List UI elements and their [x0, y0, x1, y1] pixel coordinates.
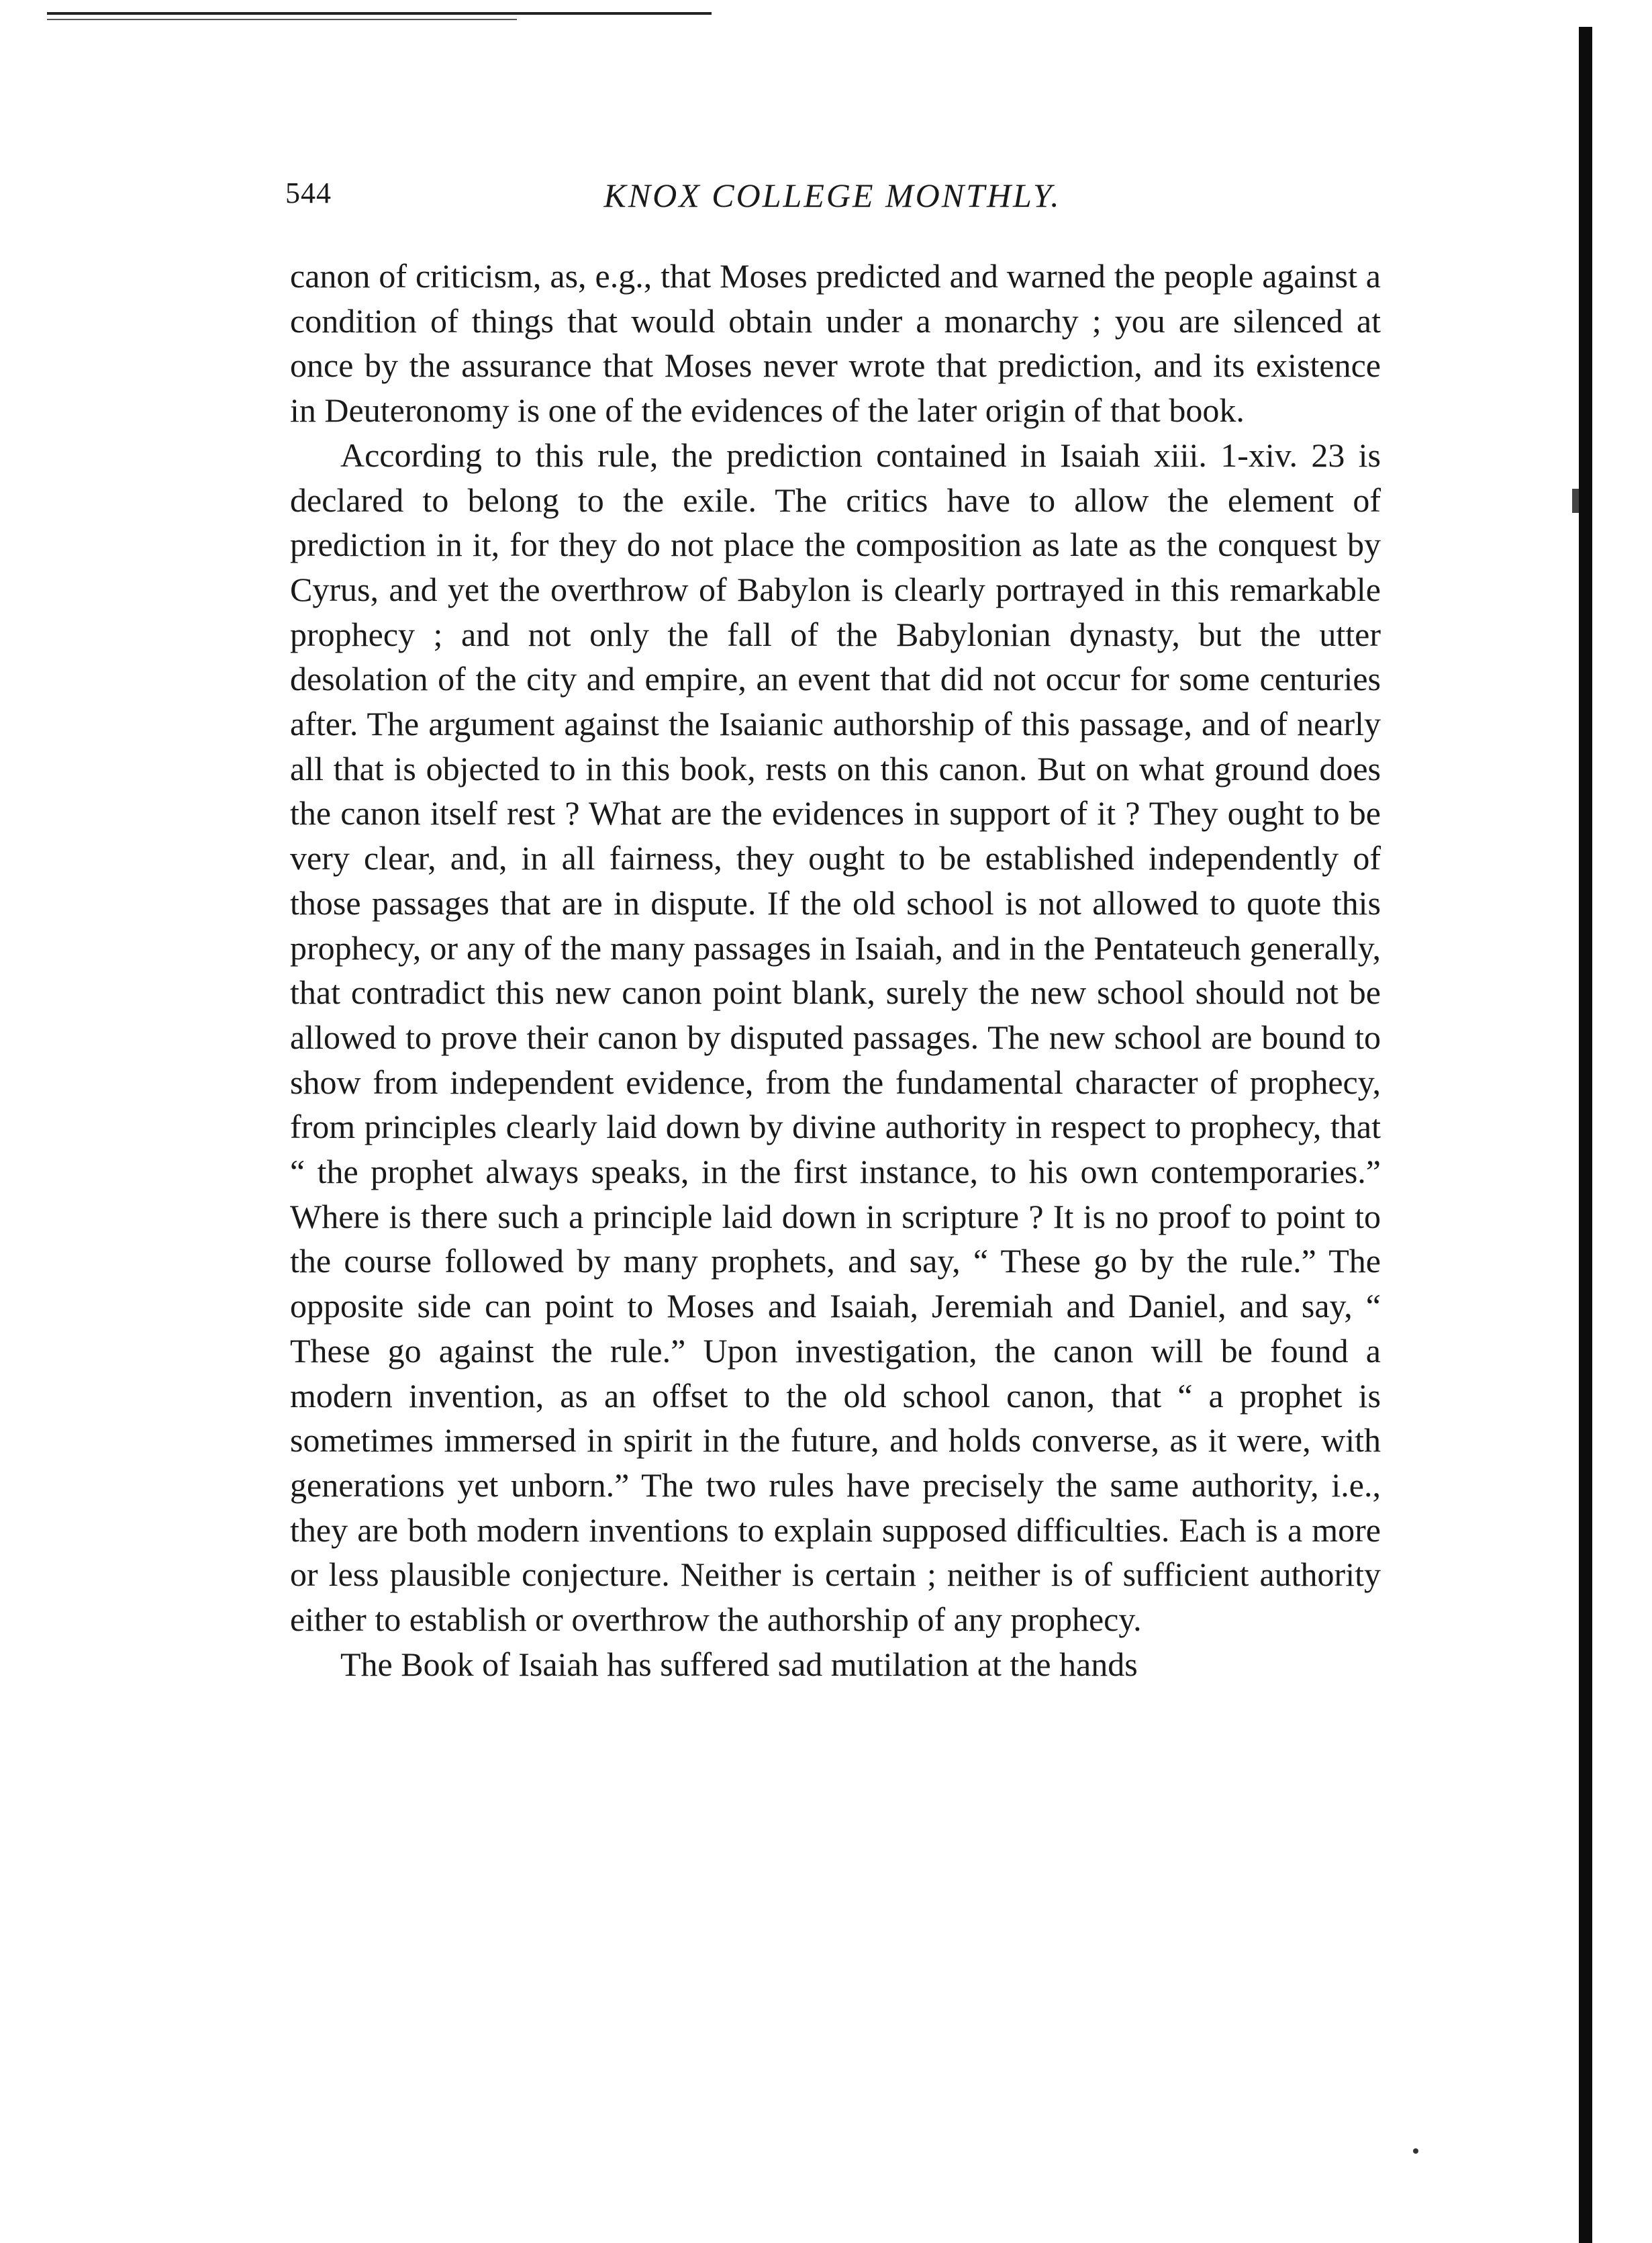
top-rule-secondary — [47, 19, 517, 20]
binding-edge — [1579, 27, 1592, 2243]
page-number: 544 — [285, 177, 332, 209]
paragraph-continued: canon of criticism, as, e.g., that Moses predicted and warned the people against a condition of things that would obtain under a monarchy ; you are silenced at once by the assurance that Moses never wrote that prediction, and its existence in Deuteronomy is one of the evidences of the later origin of that book. — [290, 257, 1381, 430]
ink-speck — [1413, 2148, 1418, 2154]
running-head — [285, 176, 1379, 230]
page-body — [290, 254, 1381, 1687]
paragraph-main: According to this rule, the prediction contained in Isaiah xiii. 1-xiv. 23 is declared to belong to the exile. The critics have to allow the element of prediction in it, for they do not place the composition as late as the conquest by Cyrus, and yet the overthrow of Babylon is clearly portrayed in this remarkable prophecy ; and not only the fall of the Babylonian dynasty, but the utter desolation of the city and empire, an event that did not occur for some centuries after. The argument against the Isaianic authorship of this passage, and of nearly all that is objected to in this book, rests on this canon. But on what ground does the canon itself rest ? What are the evidences in support of it ? They ought to be very clear, and, in all fairness, they ought to be established independently of those passages that are in dispute. If the old school is not allowed to quote this prophecy, or any of the many passages in Isaiah, and in the Pentateuch generally, that contradict this new canon point blank, surely the new school should not be allowed to prove their canon by disputed passages. The new school are bound to show from independent evidence, from the fundamental character of prophecy, from principles clearly laid down by divine authority in respect to prophecy, that “ the prophet always speaks, in the first instance, to his own contemporaries.” Where is there such a principle laid down in scripture ? It is no proof to point to the course followed by many prophets, and say, “ These go by the rule.” The opposite side can point to Moses and Isaiah, Jeremiah and Daniel, and say, “ These go against the rule.” Upon investigation, the canon will be found a modern invention, as an offset to the old school canon, that “ a prophet is sometimes immersed in spirit in the future, and holds converse, as it were, with generations yet unborn.” The two rules have precisely the same authority, i.e., they are both modern inventions to explain supposed difficulties. Each is a more or less plausible conjecture. Neither is certain ; neither is of sufficient authority either to establish or overthrow the authorship of any prophecy. — [290, 436, 1381, 1639]
running-title: KNOX COLLEGE MONTHLY. — [603, 177, 1061, 214]
top-rule — [47, 12, 712, 15]
paragraph-final: The Book of Isaiah has suffered sad mutilation at the hands — [340, 1645, 1138, 1683]
binding-mark — [1572, 489, 1579, 513]
